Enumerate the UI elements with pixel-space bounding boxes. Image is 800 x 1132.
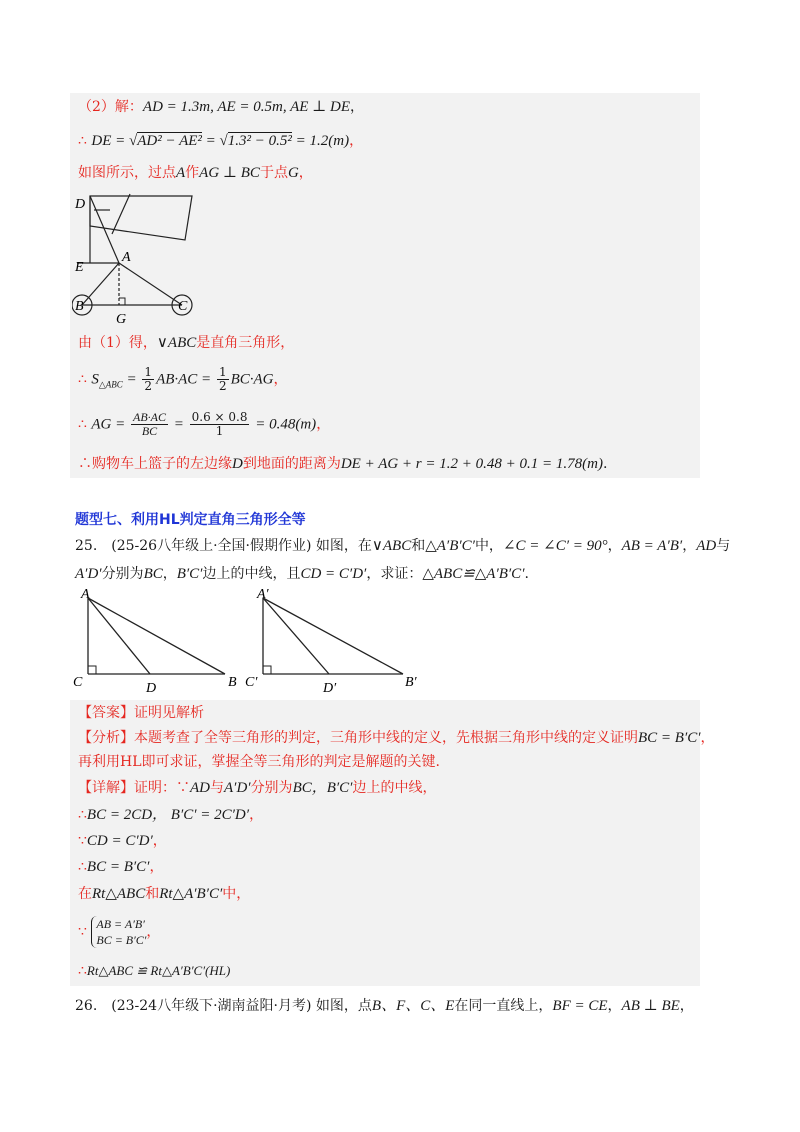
fig1-label-B: B xyxy=(228,675,237,690)
fig-label-E: E xyxy=(75,260,84,275)
analysis-line1: 【分析】本题考查了全等三角形的判定，三角形中线的定义，先根据三角形中线的定义证明BC = B′C′， xyxy=(78,730,715,746)
part2-line1: （2）解：AD = 1.3m, AE = 0.5m, AE ⊥ DE， xyxy=(78,99,365,115)
answer-line: 【答案】证明见解析 xyxy=(78,705,204,721)
part2-line5: ∴ $S_{\triangle ABC}$ = $\frac{1}{2}$ AB·AC = $\frac{1}{2}$ BC·AG， xyxy=(78,365,288,393)
q26-line1: 26. (23-24八年级下·湖南益阳·月考) 如图，点B、F、C、E在同一直线上，BF = CE，AB ⊥ BE， xyxy=(75,998,694,1014)
fig1-label-A: A xyxy=(81,587,90,602)
cart-figure xyxy=(72,188,197,328)
detail-step6: ∴Rt△ABC ≌ Rt△A′B′C′(HL) xyxy=(78,963,231,979)
fig1-label-C: C xyxy=(73,675,83,690)
fig2-label-A: A′ xyxy=(257,587,269,602)
fig-label-A: A xyxy=(122,250,131,265)
fig2-label-D: D′ xyxy=(323,681,337,696)
section-heading: 题型七、利用HL判定直角三角形全等 xyxy=(75,512,306,528)
detail-step1: ∴BC = 2CD， B′C′ = 2C′D′， xyxy=(78,807,264,823)
q25-line1: 25. (25-26八年级上·全国·假期作业) 如图，在∨ABC和△A′B′C′中，∠C = ∠C′ = 90°，AB = A′B′，AD与 xyxy=(75,538,731,554)
triangle-figure-1 xyxy=(70,586,245,696)
triangle-figure-2 xyxy=(245,586,435,696)
detail-step3: ∴BC = B′C′， xyxy=(78,859,164,875)
part2-line2: ∴ DE = √AD² − AE² = √1.3² − 0.5² = 1.2(m)， xyxy=(78,133,364,149)
fig-label-C: C xyxy=(178,299,188,314)
q25-line2: A′D′分别为BC，B′C′边上的中线，且CD = C′D′，求证：△ABC≌△A′B′C′. xyxy=(75,566,529,582)
detail-step2: ∵CD = C′D′， xyxy=(78,833,167,849)
part2-line7: ∴购物车上篮子的左边缘D到地面的距离为DE + AG + r = 1.2 + 0.48 + 0.1 = 1.78(m). xyxy=(78,456,608,472)
fig-label-D: D xyxy=(75,197,86,212)
detail-step4: 在Rt△ABC和Rt△A′B′C′中， xyxy=(78,886,251,902)
fig1-label-D: D xyxy=(146,681,157,696)
detail-line1: 【详解】证明：∵AD与A′D′分别为BC，B′C′边上的中线， xyxy=(78,780,437,796)
fig2-label-B: B′ xyxy=(405,675,417,690)
fig-label-B: B xyxy=(75,299,84,314)
part2-line3: 如图所示，过点A作AG ⊥ BC于点G， xyxy=(78,165,313,181)
part2-line6: ∴ AG = $\frac{AB\cdot AC}{BC}$ = $\frac{0.6 \times 0.8}{1}$ = 0.48(m)， xyxy=(78,410,331,438)
fig-label-G: G xyxy=(116,312,127,327)
fig2-label-C: C′ xyxy=(245,675,258,690)
analysis-line2: 再利用HL即可求证，掌握全等三角形的判定是解题的关键. xyxy=(78,754,440,770)
detail-step5: ∵ AB = A′B′ BC = B′C′ ， xyxy=(78,917,161,947)
part2-line4: 由（1）得，∨ABC是直角三角形， xyxy=(78,335,295,351)
